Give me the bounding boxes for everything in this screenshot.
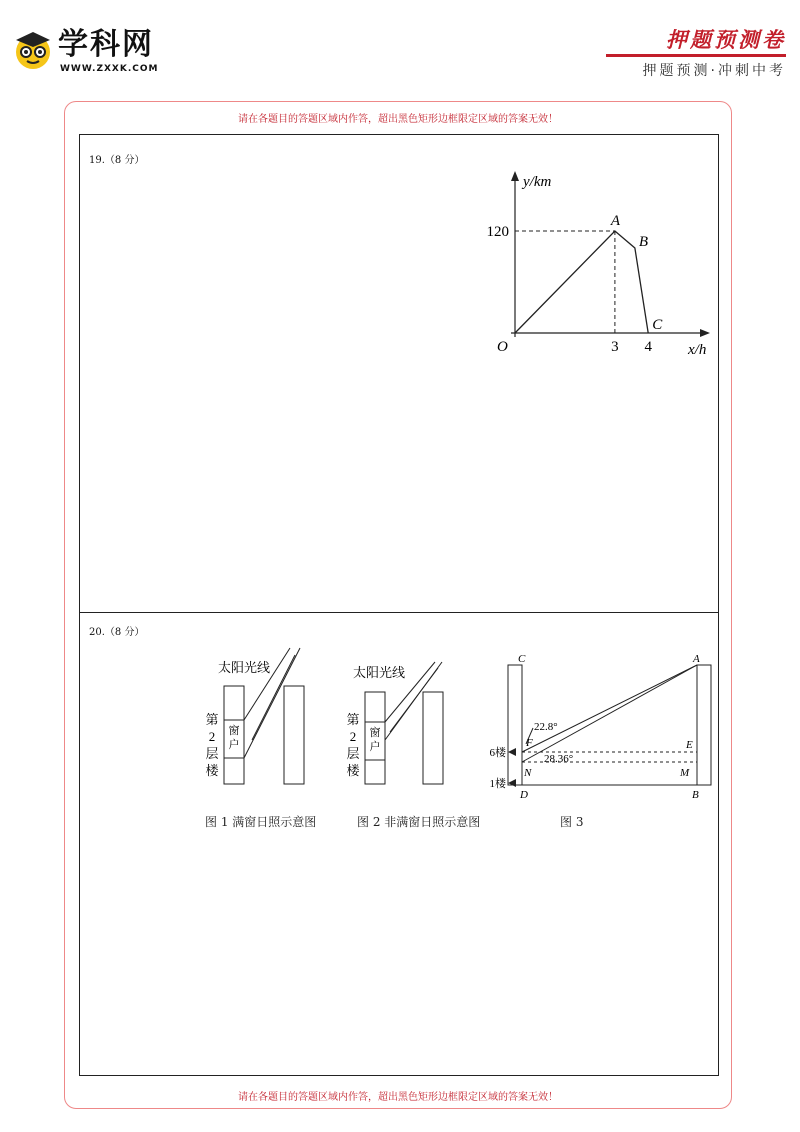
notice-bottom: 请在各题目的答题区域内作答，超出黑色矩形边框限定区域的答案无效！ <box>238 1092 558 1103</box>
x-axis-label: x/h <box>688 342 707 358</box>
x-tick-3: 3 <box>611 339 619 355</box>
logo <box>12 26 192 76</box>
fig2-window-char-2: 户 <box>369 741 381 753</box>
fig3-point-b: B <box>692 789 699 801</box>
fig3-caption: 图 3 <box>560 815 584 829</box>
fig3-point-n: N <box>524 767 532 779</box>
point-b-label: B <box>638 234 649 250</box>
fig3-point-m: M <box>680 767 690 779</box>
fig1-floor-char-3: 层 <box>205 746 219 761</box>
figure-20 <box>190 640 720 810</box>
fig1-building-right <box>284 686 304 784</box>
fig2-sun-label: 太阳光线 <box>353 665 406 680</box>
brand-underline <box>606 54 786 57</box>
brand-subtitle: 押题预测·冲刺中考 <box>642 63 786 79</box>
fig2-floor-char-3: 层 <box>346 746 360 761</box>
y-tick-120: 120 <box>486 224 509 240</box>
question-divider <box>79 612 719 613</box>
fig1-sun-ray-2 <box>244 648 290 720</box>
fig3-angle-2: 28.36° <box>544 753 574 765</box>
origin-label: O <box>497 339 508 355</box>
fig3-point-f: F <box>526 737 533 749</box>
fig1-window-char-1: 窗 <box>228 725 240 737</box>
fig3-floor-1: 1楼 <box>489 778 506 790</box>
brand-title: 押题预测卷 <box>666 28 786 52</box>
fig1-sun-label: 太阳光线 <box>218 660 271 675</box>
fig3-point-c: C <box>518 653 526 665</box>
logo-url: WWW.ZXXK.COM <box>60 64 159 74</box>
fig2-window-char-1: 窗 <box>369 727 381 739</box>
y-axis-arrow <box>511 171 519 181</box>
fig1-caption: 图 1 满窗日照示意图 <box>205 815 317 829</box>
fig3 <box>490 653 712 801</box>
fig3-point-d: D <box>520 789 528 801</box>
fig3-arrow-6 <box>508 748 516 756</box>
fig1-floor-char-1: 第 <box>205 712 219 727</box>
fig3-point-e: E <box>686 739 693 751</box>
fig1-window-char-2: 户 <box>228 739 240 751</box>
point-a-label: A <box>610 213 621 229</box>
question-20-label: 20.（8 分） <box>89 627 145 638</box>
fig3-ray-n <box>522 665 697 762</box>
fig2-floor-char-4: 楼 <box>346 763 360 778</box>
fig1-floor-char-2: 2 <box>208 729 216 744</box>
fig2-floor-char-2: 2 <box>349 729 357 744</box>
fig3-floor-6: 6楼 <box>489 747 506 759</box>
fig3-building-ab <box>697 665 711 785</box>
x-tick-4: 4 <box>644 339 652 355</box>
logo-text: 学科网 <box>58 27 154 62</box>
fig3-angle-1: 22.8° <box>534 721 558 733</box>
fig1 <box>205 648 304 784</box>
fig2-floor-char-1: 第 <box>346 712 360 727</box>
fig3-arrow-1 <box>508 779 516 787</box>
question-19-label: 19.（8 分） <box>89 155 145 166</box>
fig2-building-right <box>423 692 443 784</box>
logo-face-icon <box>12 28 54 70</box>
fig3-point-a: A <box>693 653 700 665</box>
notice-top: 请在各题目的答题区域内作答，超出黑色矩形边框限定区域的答案无效！ <box>238 114 558 125</box>
fig3-ray-f <box>522 665 697 752</box>
fig1-floor-char-4: 楼 <box>205 763 219 778</box>
fig3-building-cd <box>508 665 522 785</box>
series-line <box>515 231 648 333</box>
fig2-caption: 图 2 非满窗日照示意图 <box>357 815 481 829</box>
graph-19 <box>470 168 720 368</box>
fig2 <box>346 662 443 784</box>
y-axis-label: y/km <box>523 174 552 190</box>
brand <box>606 24 786 80</box>
x-axis-arrow <box>700 329 710 337</box>
point-c-label: C <box>652 317 663 333</box>
